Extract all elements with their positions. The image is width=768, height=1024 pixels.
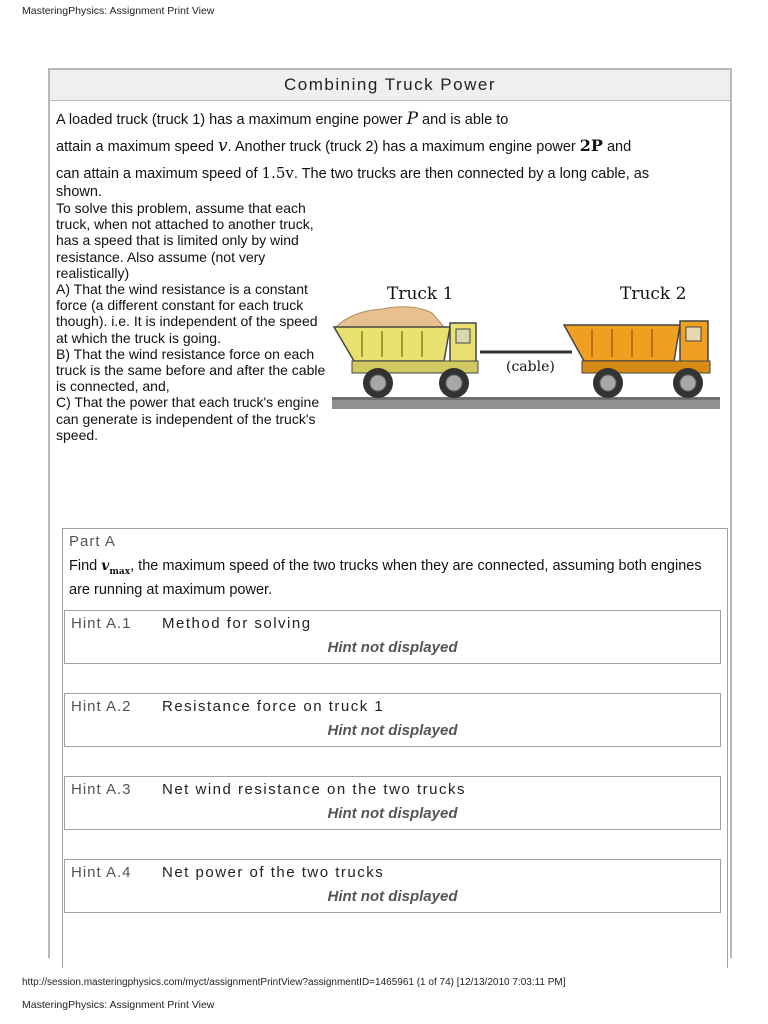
truck2-label: Truck 2 (620, 284, 687, 304)
vmax-variable (101, 558, 131, 577)
assumptions (56, 200, 326, 443)
assumption-a: A) That the wind resistance is a constant force (a different constant for each truck though). i.e. It is independent of the speed at which the truck is going. (56, 281, 318, 346)
question-text: , the maximum speed of the two trucks when they are connected, assuming both engines are running at maximum power. (69, 558, 702, 598)
speed-1-5v-variable: 1.5v (261, 164, 294, 182)
part-a-label: Part A (69, 533, 116, 550)
assumption-c: C) That the power that each truck's engine can generate is independent of the truck's speed. (56, 394, 320, 443)
vmax-symbol: v (101, 558, 110, 574)
hint-a1[interactable] (64, 610, 721, 664)
truck1-window (456, 329, 470, 343)
footer-url: http://session.masteringphysics.com/myct/assignmentPrintView?assignmentID=1465961 (1 of 74) [12/13/2010 7:03:11 PM] (22, 977, 566, 988)
truck2-window (686, 327, 701, 341)
hint-status: Hint not displayed (327, 805, 458, 822)
truck-1 (334, 307, 478, 398)
truck1-cargo (336, 307, 444, 327)
ground-edge (332, 397, 720, 400)
power-variable: P (406, 109, 419, 129)
hint-id: Hint A.1 (71, 615, 132, 632)
problem-title: Combining Truck Power (50, 70, 730, 101)
power-2p-variable: 2P (579, 136, 603, 155)
hint-a4[interactable] (64, 859, 721, 913)
hint-id: Hint A.3 (71, 781, 132, 798)
trucks-figure (332, 275, 720, 425)
cable-label: (cable) (506, 359, 555, 375)
assumption-lead: To solve this problem, assume that each truck, when not attached to another truck, has a speed that is limited only by wind resistance. Also assume (not very realistically) (56, 200, 314, 281)
hint-a2[interactable] (64, 693, 721, 747)
hint-title[interactable]: Resistance force on truck 1 (162, 698, 385, 715)
hint-id: Hint A.2 (71, 698, 132, 715)
hint-a3[interactable] (64, 776, 721, 830)
intro-text: attain a maximum speed (56, 139, 218, 155)
intro-text: can attain a maximum speed of (56, 166, 262, 182)
assumption-b: B) That the wind resistance force on each truck is the same before and after the cable is connected, and, (56, 345, 326, 395)
vmax-subscript: max (109, 566, 131, 577)
truck1-dump-bed (334, 327, 450, 361)
footer-page-title: MasteringPhysics: Assignment Print View (22, 999, 215, 1011)
hint-status: Hint not displayed (327, 639, 458, 656)
problem-frame (48, 68, 732, 958)
speed-variable: v (218, 136, 228, 156)
intro-text: . The two trucks are then connected by a long cable, as (293, 166, 650, 182)
hint-title[interactable]: Net wind resistance on the two trucks (162, 781, 466, 798)
intro-text: . Another truck (truck 2) has a maximum engine power (227, 139, 580, 155)
hint-status: Hint not displayed (327, 888, 458, 905)
question-text: Find (69, 558, 102, 574)
hint-title[interactable]: Method for solving (162, 615, 312, 632)
intro-text: and (602, 139, 632, 155)
trucks-illustration (332, 275, 720, 425)
hint-status: Hint not displayed (327, 722, 458, 739)
intro-text: A loaded truck (truck 1) has a maximum engine power (56, 112, 407, 128)
part-a-question (69, 557, 719, 599)
intro-text: and is able to (418, 112, 509, 128)
problem-intro (56, 106, 726, 213)
browser-page-header: MasteringPhysics: Assignment Print View (22, 5, 215, 17)
intro-text: shown. (56, 184, 102, 200)
truck2-dump-bed (564, 325, 680, 361)
hint-id: Hint A.4 (71, 864, 132, 881)
truck1-label: Truck 1 (387, 284, 454, 304)
hint-title[interactable]: Net power of the two trucks (162, 864, 385, 881)
part-a (62, 528, 728, 968)
truck-2 (564, 321, 710, 398)
